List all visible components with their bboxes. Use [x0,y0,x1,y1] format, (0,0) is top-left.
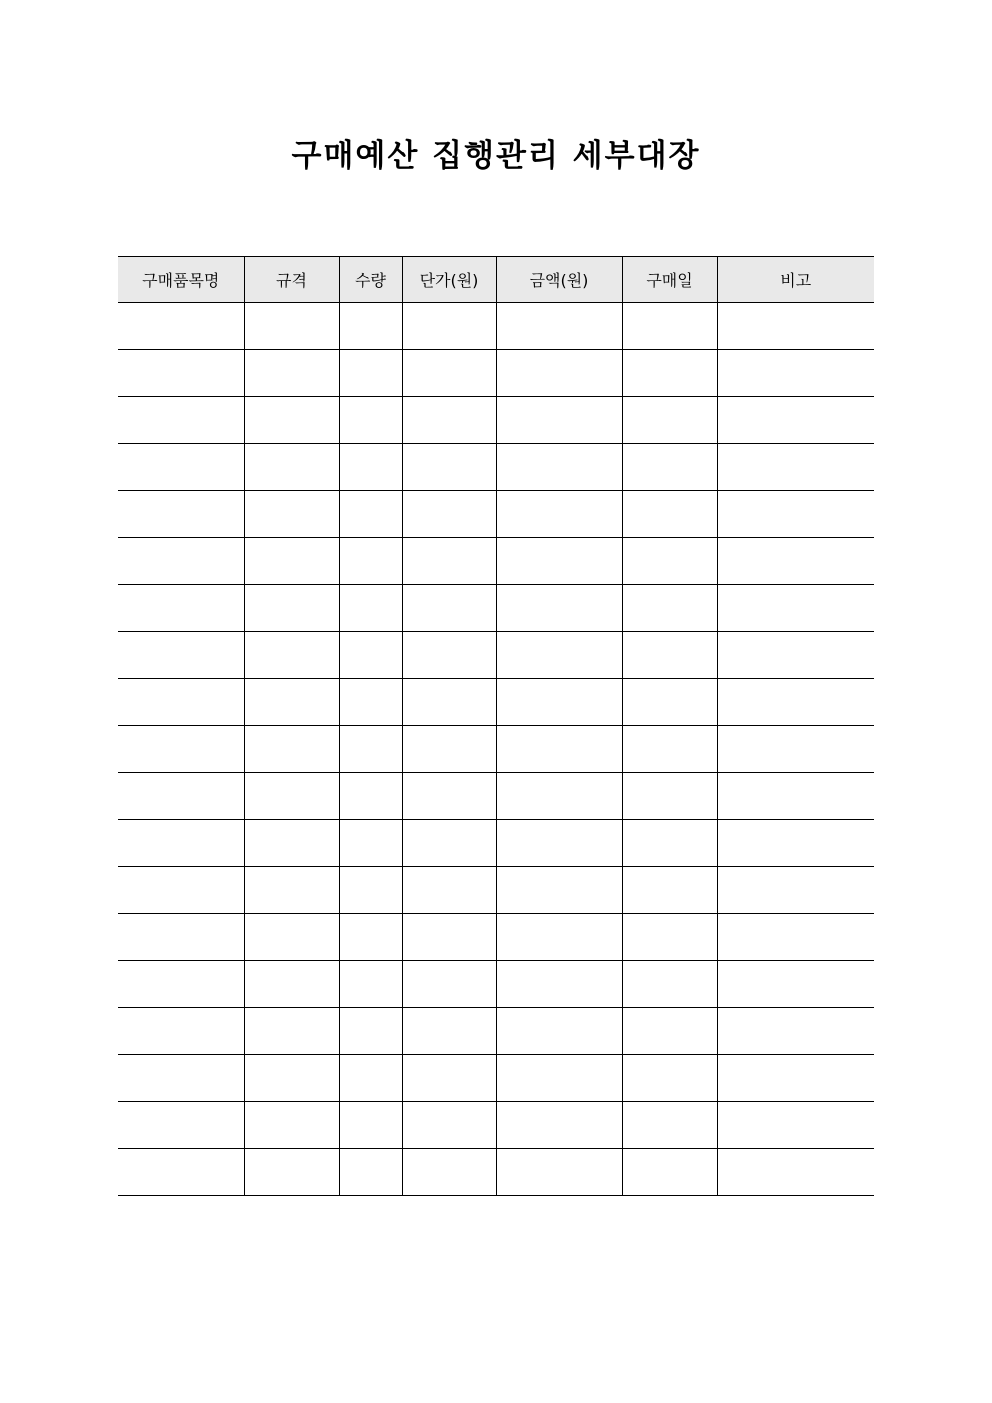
purchase-date-cell[interactable] [622,350,717,397]
item-name-cell[interactable] [118,303,244,350]
purchase-date-cell[interactable] [622,538,717,585]
remarks-cell[interactable] [717,632,874,679]
unit-price-cell[interactable] [402,773,496,820]
amount-cell[interactable] [496,679,622,726]
purchase-date-cell[interactable] [622,914,717,961]
item-name-cell[interactable] [118,585,244,632]
unit-price-cell[interactable] [402,1055,496,1102]
amount-cell[interactable] [496,1102,622,1149]
spec-cell[interactable] [244,538,339,585]
remarks-cell[interactable] [717,585,874,632]
item-name-cell[interactable] [118,1055,244,1102]
unit-price-cell[interactable] [402,1149,496,1196]
spec-cell[interactable] [244,1055,339,1102]
unit-price-cell[interactable] [402,914,496,961]
table-row [118,1102,874,1149]
amount-cell[interactable] [496,397,622,444]
spec-cell[interactable] [244,350,339,397]
page-title: 구매예산 집행관리 세부대장 [291,138,701,174]
purchase-date-cell[interactable] [622,961,717,1008]
header-unit-price: 단가(원) [402,257,496,303]
quantity-cell[interactable] [339,820,402,867]
quantity-cell[interactable] [339,350,402,397]
purchase-date-cell[interactable] [622,1008,717,1055]
purchase-date-cell[interactable] [622,726,717,773]
remarks-cell[interactable] [717,773,874,820]
remarks-cell[interactable] [717,303,874,350]
purchase-date-cell[interactable] [622,867,717,914]
remarks-cell[interactable] [717,726,874,773]
remarks-cell[interactable] [717,867,874,914]
spec-cell[interactable] [244,491,339,538]
unit-price-cell[interactable] [402,679,496,726]
item-name-cell[interactable] [118,397,244,444]
item-name-cell[interactable] [118,773,244,820]
table-row [118,1008,874,1055]
item-name-cell[interactable] [118,632,244,679]
quantity-cell[interactable] [339,1149,402,1196]
remarks-cell[interactable] [717,491,874,538]
unit-price-cell[interactable] [402,726,496,773]
table-body [118,303,874,1196]
amount-cell[interactable] [496,632,622,679]
spec-cell[interactable] [244,632,339,679]
spec-cell[interactable] [244,1149,339,1196]
unit-price-cell[interactable] [402,820,496,867]
item-name-cell[interactable] [118,726,244,773]
header-quantity: 수량 [339,257,402,303]
item-name-cell[interactable] [118,1008,244,1055]
quantity-cell[interactable] [339,491,402,538]
table-row [118,961,874,1008]
header-purchase-date: 구매일 [622,257,717,303]
amount-cell[interactable] [496,303,622,350]
amount-cell[interactable] [496,585,622,632]
purchase-date-cell[interactable] [622,1149,717,1196]
purchase-date-cell[interactable] [622,632,717,679]
table-row [118,726,874,773]
spec-cell[interactable] [244,820,339,867]
quantity-cell[interactable] [339,444,402,491]
purchase-date-cell[interactable] [622,773,717,820]
header-remarks: 비고 [717,257,874,303]
purchase-date-cell[interactable] [622,679,717,726]
table-row [118,914,874,961]
spec-cell[interactable] [244,773,339,820]
item-name-cell[interactable] [118,867,244,914]
amount-cell[interactable] [496,350,622,397]
remarks-cell[interactable] [717,1102,874,1149]
unit-price-cell[interactable] [402,632,496,679]
remarks-cell[interactable] [717,538,874,585]
spec-cell[interactable] [244,444,339,491]
spec-cell[interactable] [244,679,339,726]
table-row [118,397,874,444]
spec-cell[interactable] [244,867,339,914]
unit-price-cell[interactable] [402,397,496,444]
item-name-cell[interactable] [118,679,244,726]
amount-cell[interactable] [496,538,622,585]
spec-cell[interactable] [244,961,339,1008]
quantity-cell[interactable] [339,538,402,585]
purchase-date-cell[interactable] [622,303,717,350]
table-header-row [118,257,874,303]
quantity-cell[interactable] [339,1055,402,1102]
unit-price-cell[interactable] [402,1008,496,1055]
unit-price-cell[interactable] [402,867,496,914]
table-row [118,867,874,914]
quantity-cell[interactable] [339,585,402,632]
item-name-cell[interactable] [118,961,244,1008]
header-spec: 규격 [244,257,339,303]
table-row [118,491,874,538]
unit-price-cell[interactable] [402,1102,496,1149]
spec-cell[interactable] [244,585,339,632]
amount-cell[interactable] [496,820,622,867]
amount-cell[interactable] [496,1149,622,1196]
unit-price-cell[interactable] [402,538,496,585]
spec-cell[interactable] [244,1102,339,1149]
remarks-cell[interactable] [717,961,874,1008]
quantity-cell[interactable] [339,397,402,444]
quantity-cell[interactable] [339,914,402,961]
purchase-date-cell[interactable] [622,397,717,444]
item-name-cell[interactable] [118,1149,244,1196]
table-row [118,585,874,632]
amount-cell[interactable] [496,773,622,820]
quantity-cell[interactable] [339,1008,402,1055]
purchase-date-cell[interactable] [622,1055,717,1102]
unit-price-cell[interactable] [402,350,496,397]
quantity-cell[interactable] [339,726,402,773]
quantity-cell[interactable] [339,1102,402,1149]
item-name-cell[interactable] [118,538,244,585]
quantity-cell[interactable] [339,867,402,914]
remarks-cell[interactable] [717,444,874,491]
spec-cell[interactable] [244,914,339,961]
amount-cell[interactable] [496,491,622,538]
spec-cell[interactable] [244,303,339,350]
remarks-cell[interactable] [717,1055,874,1102]
amount-cell[interactable] [496,1008,622,1055]
amount-cell[interactable] [496,1055,622,1102]
remarks-cell[interactable] [717,397,874,444]
remarks-cell[interactable] [717,1008,874,1055]
purchase-date-cell[interactable] [622,444,717,491]
spec-cell[interactable] [244,1008,339,1055]
unit-price-cell[interactable] [402,491,496,538]
table-row [118,679,874,726]
purchase-date-cell[interactable] [622,491,717,538]
amount-cell[interactable] [496,444,622,491]
unit-price-cell[interactable] [402,303,496,350]
quantity-cell[interactable] [339,961,402,1008]
purchase-date-cell[interactable] [622,585,717,632]
table-row [118,1055,874,1102]
table-row [118,773,874,820]
table-row [118,350,874,397]
item-name-cell[interactable] [118,914,244,961]
unit-price-cell[interactable] [402,585,496,632]
item-name-cell[interactable] [118,820,244,867]
header-item-name: 구매품목명 [118,257,244,303]
table-row [118,632,874,679]
budget-ledger-table [118,256,874,1196]
purchase-date-cell[interactable] [622,1102,717,1149]
amount-cell[interactable] [496,914,622,961]
quantity-cell[interactable] [339,632,402,679]
remarks-cell[interactable] [717,1149,874,1196]
item-name-cell[interactable] [118,350,244,397]
quantity-cell[interactable] [339,303,402,350]
unit-price-cell[interactable] [402,444,496,491]
table-row [118,303,874,350]
table-row [118,1149,874,1196]
remarks-cell[interactable] [717,679,874,726]
item-name-cell[interactable] [118,444,244,491]
spec-cell[interactable] [244,397,339,444]
quantity-cell[interactable] [339,679,402,726]
item-name-cell[interactable] [118,491,244,538]
table-row [118,820,874,867]
item-name-cell[interactable] [118,1102,244,1149]
table-row [118,538,874,585]
table-row [118,444,874,491]
spec-cell[interactable] [244,726,339,773]
remarks-cell[interactable] [717,350,874,397]
remarks-cell[interactable] [717,820,874,867]
amount-cell[interactable] [496,961,622,1008]
amount-cell[interactable] [496,867,622,914]
unit-price-cell[interactable] [402,961,496,1008]
amount-cell[interactable] [496,726,622,773]
quantity-cell[interactable] [339,773,402,820]
remarks-cell[interactable] [717,914,874,961]
purchase-date-cell[interactable] [622,820,717,867]
header-amount: 금액(원) [496,257,622,303]
